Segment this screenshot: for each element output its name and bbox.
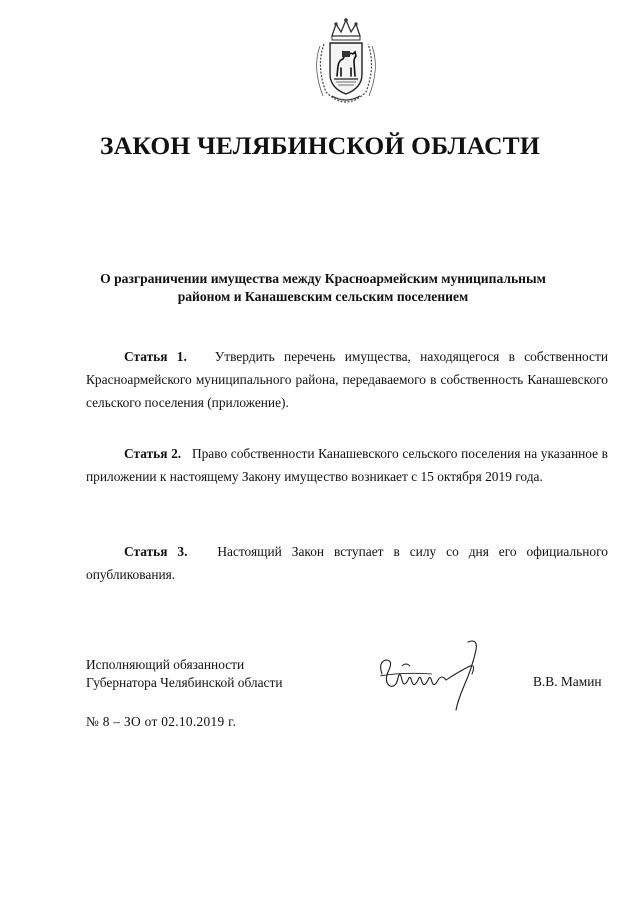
law-subject-line: О разграничении имущества между Красноармейским муниципальным (100, 271, 546, 286)
article-1 (86, 345, 608, 414)
signer-position (86, 656, 283, 692)
chelyabinsk-coat-of-arms-icon (310, 16, 382, 106)
article-text: Право собственности Канашевского сельского поселения на указанное в приложении к настоящему Закону имущество возникает с 15 октября 2019 года. (86, 446, 608, 484)
law-registration-number: № 8 – ЗО от 02.10.2019 г. (86, 714, 237, 729)
article-text: Утвердить перечень имущества, находящегося в собственности Красноармейского муниципального района, передаваемого в собственность Канашевского сельского поселения (приложение). (86, 349, 608, 410)
article-3 (86, 540, 608, 586)
signer-position-line: Губернатора Челябинской области (86, 675, 283, 690)
handwritten-signature (372, 636, 492, 714)
article-label: Статья 1. (124, 349, 187, 364)
article-label: Статья 2. (124, 446, 182, 461)
signer-position-line: Исполняющий обязанности (86, 657, 245, 672)
article-label: Статья 3. (124, 544, 188, 559)
law-subject-line: районом и Канашевским сельским поселением (177, 289, 469, 304)
article-text: Настоящий Закон вступает в силу со дня его официального опубликования. (86, 544, 608, 582)
law-title: ЗАКОН ЧЕЛЯБИНСКОЙ ОБЛАСТИ (100, 131, 540, 160)
law-subject (88, 270, 558, 306)
article-2 (86, 442, 608, 488)
signer-name: В.В. Мамин (533, 674, 602, 689)
